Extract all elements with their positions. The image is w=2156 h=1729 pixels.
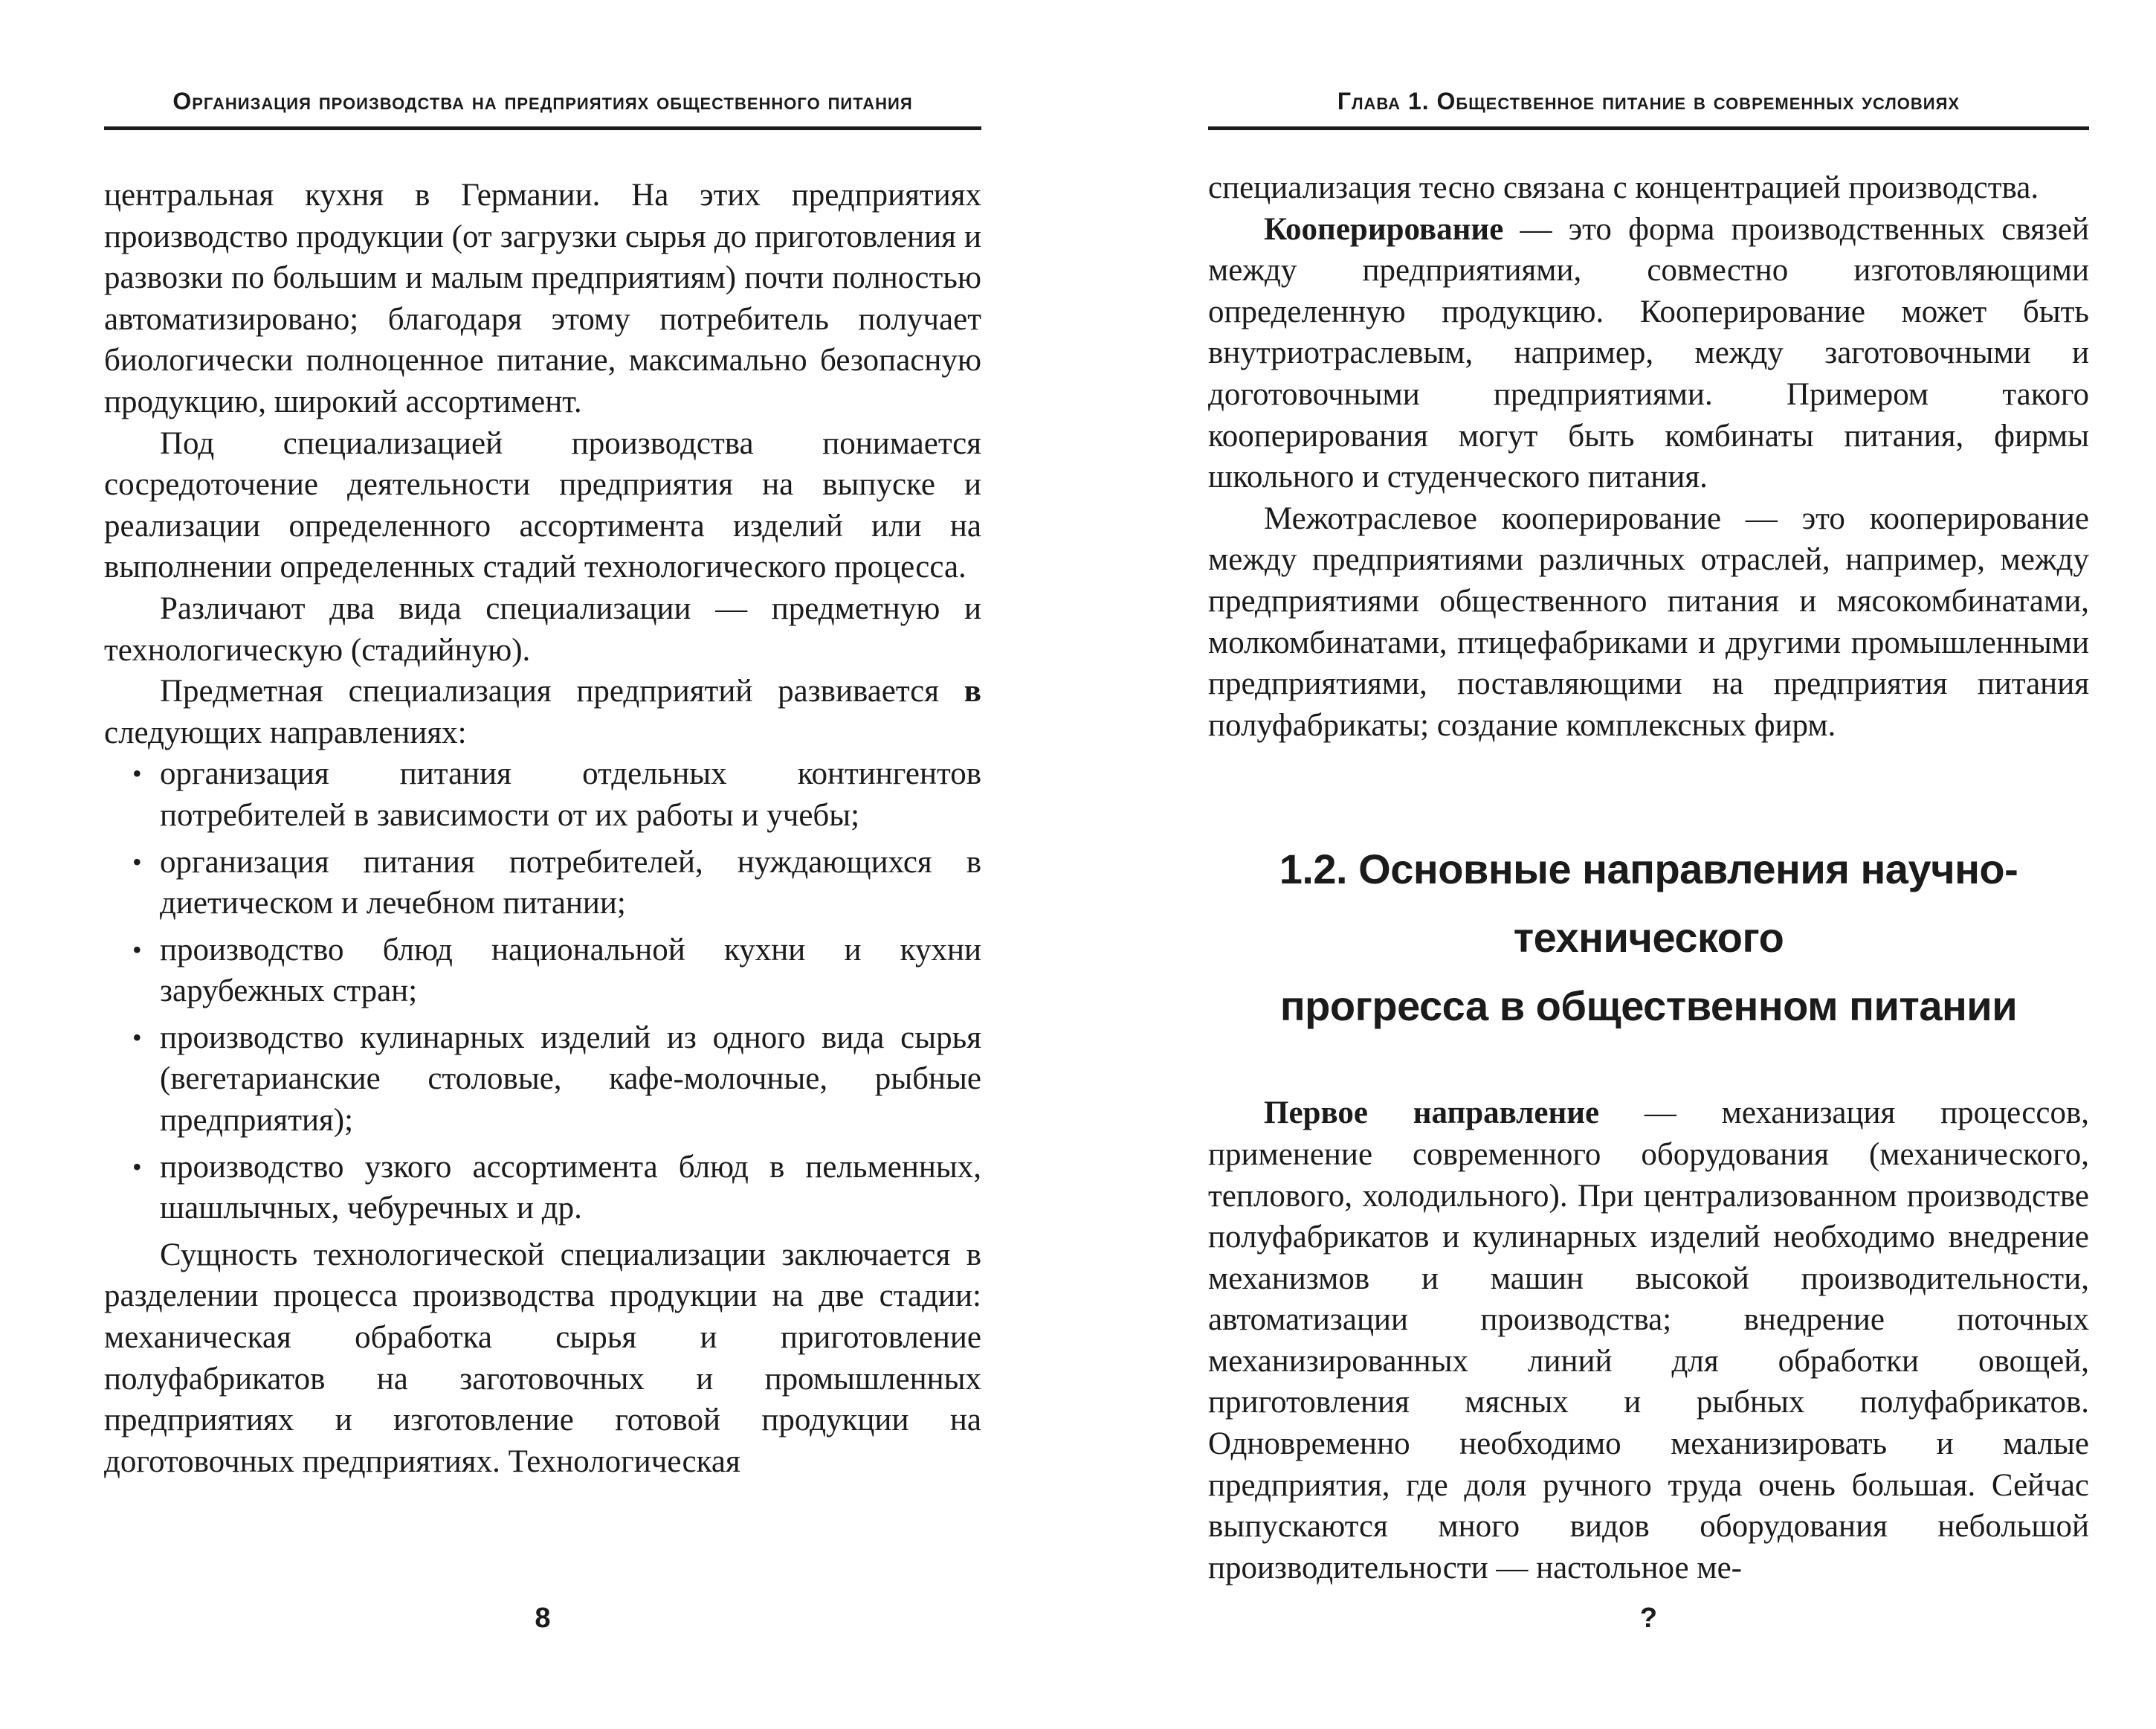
list-item [104,753,981,836]
paragraph-3: Межотраслевое кооперирование — это кооперирование между предприятиями различных отраслей, например, между предприятиями общественного питания и мясокомбинатами, молкомбинатами, птицефабриками и другими промышленными предприятиями, поставляющими на предприятия питания полуфабрикаты; создание комплексных фирм. [1208,500,2089,743]
list-item-text: производство кулинарных изделий из одного вида сырья (вегетарианские столовые, кафе-молочные, рыбные предприятия); [160,1020,981,1139]
list-item [104,842,981,924]
paragraph-1: центральная кухня в Германии. На этих предприятиях производство продукции (от загрузки сырья до приготовления и развозки по большим и малым предприятиям) почти полностью автоматизировано; благодаря этому потребитель получает биологически полноценное питание, максимально безопасную продукцию, широкий ассортимент. [104,178,981,419]
paragraph-4 [104,671,981,753]
paragraph-4 [1208,1092,2089,1588]
term-cooperation: Кооперирование [1264,211,1504,247]
bullet-list [104,753,981,1229]
bullet-icon: • [132,1151,142,1182]
paragraph-2 [1208,209,2089,498]
paragraph-4-bold: в [964,674,981,709]
list-item [104,930,981,1012]
list-item-text: производство узкого ассортимента блюд в пельменных, шашлычных, чебуречных и др. [160,1149,981,1226]
list-item-text: организация питания отдельных контингентов потребителей в зависимости от их работы и учебы; [160,756,981,833]
bullet-icon: • [132,759,142,789]
paragraph-2: Под специализацией производства понимается сосредоточение деятельности предприятия на выпуске и реализации определенного ассортимента изделий или на выполнении определенных стадий технологического процесса. [104,425,981,585]
section-heading-line-1: 1.2. Основные направления научно-технического [1279,846,2018,962]
section-heading [1208,835,2089,1040]
page-number: 8 [535,1603,551,1634]
list-item-text: организация питания потребителей, нуждающихся в диетическом и лечебном питании; [160,844,981,921]
running-head: Глава 1. Общественное питание в современных условиях [1337,88,1960,115]
term-first-direction: Первое направление [1264,1095,1600,1131]
bullet-icon: • [132,1022,142,1052]
bullet-icon: • [132,934,142,965]
paragraph-3: Различают два вида специализации — предметную и технологическую (стадийную). [104,590,981,668]
bullet-icon: • [132,846,142,877]
right-page-body [1208,167,2089,1588]
header-rule [104,126,981,130]
paragraph-5: Сущность технологической специализации заключается в разделении процесса производства продукции на две стадии: механическая обработка сырья и приготовление полуфабрикатов на заготовочных и промышленных предприятиях и изготовление готовой продукции на доготовочных предприятиях. Технологическая [104,1237,981,1479]
right-page [1208,0,2089,1729]
page-number: ? [1639,1603,1658,1634]
header-rule [1208,126,2089,130]
paragraph-4-text: — механизация процессов, применение современного оборудования (механического, теплового, холодильного). При централизованном производстве полуфабрикатов и кулинарных изделий необходимо внедрение механизмов и машин высокой производительности, автоматизации производства; внедрение поточных механизированных линий для обработки овощей, приготовления мясных и рыбных полуфабрикатов. Одновременно необходимо механизировать и малые предприятия, где доля ручного труда очень большая. Сейчас выпускаются много видов оборудования небольшой производительности — настольное ме- [1208,1095,2089,1585]
running-head: Организация производства на предприятиях общественного питания [172,88,913,115]
list-item [104,1147,981,1229]
left-page-body [104,175,981,1482]
paragraph-4-tail: следующих направлениях: [104,715,467,750]
list-item-text: производство блюд национальной кухни и кухни зарубежных стран; [160,932,981,1009]
paragraph-4-text: Предметная специализация предприятий развивается [160,674,964,709]
left-page [104,0,981,1729]
paragraph-1: специализация тесно связана с концентрацией производства. [1208,170,2039,205]
list-item [104,1017,981,1142]
section-heading-line-2: прогресса в общественном питании [1279,982,2018,1030]
paragraph-2-text: — это форма производственных связей между предприятиями, совместно изготовляющими определенную продукцию. Кооперирование может быть внутриотраслевым, например, между заготовочными и доготовочными предприятиями. Примером такого кооперирования могут быть комбинаты питания, фирмы школьного и студенческого питания. [1208,211,2089,495]
